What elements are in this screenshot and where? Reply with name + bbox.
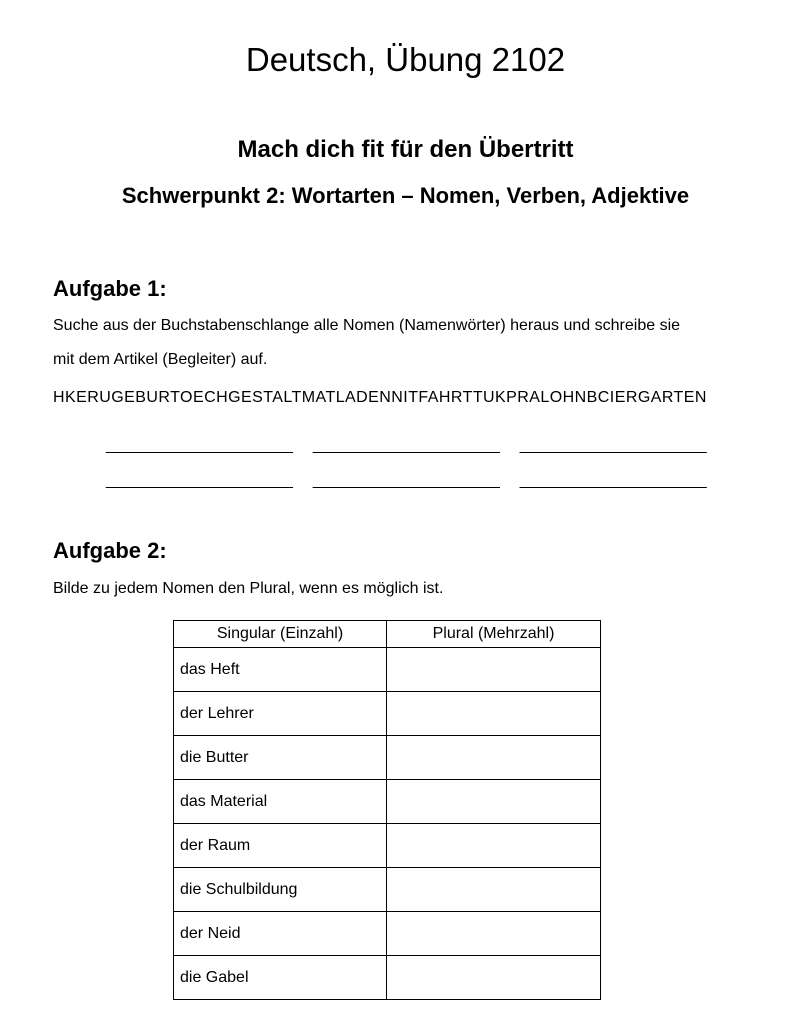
table-header-singular: Singular (Einzahl) (174, 621, 387, 648)
task2-heading: Aufgabe 2: (53, 538, 167, 563)
table-header-plural: Plural (Mehrzahl) (387, 621, 601, 648)
answer-blank: _____________________ (106, 437, 293, 454)
plural-cell-empty (387, 956, 601, 1000)
answer-blank: _____________________ (312, 437, 500, 454)
table-row (174, 912, 601, 956)
singular-cell: das Material (174, 780, 387, 824)
page-title: Deutsch, Übung 2102 (245, 41, 566, 78)
table-row (174, 780, 601, 824)
answer-blank: _____________________ (519, 437, 707, 454)
plural-cell-empty (387, 824, 601, 868)
table-row (174, 824, 601, 868)
singular-cell: die Schulbildung (174, 868, 387, 912)
answer-blank: _____________________ (519, 472, 707, 489)
plural-cell-empty (387, 912, 601, 956)
singular-cell: die Gabel (174, 956, 387, 1000)
task1-instructions (53, 309, 680, 377)
plural-cell-empty (387, 736, 601, 780)
plural-cell-empty (387, 648, 601, 692)
singular-cell: das Heft (174, 648, 387, 692)
singular-cell: der Raum (174, 824, 387, 868)
singular-cell: der Neid (174, 912, 387, 956)
plural-table (173, 620, 601, 1000)
answer-blank: _____________________ (312, 472, 500, 489)
table-row (174, 692, 601, 736)
table-row (174, 736, 601, 780)
table-row (174, 868, 601, 912)
answer-blank-row-2 (106, 473, 707, 489)
page-subtitle-focus: Schwerpunkt 2: Wortarten – Nomen, Verben, Adjektive (121, 183, 690, 208)
table-row (174, 956, 601, 1000)
task1-instruction-line1: Suche aus der Buchstabenschlange alle Nomen (Namenwörter) heraus und schreibe sie (53, 317, 681, 334)
letter-snake: HKERUGEBURTOECHGESTALTMATLADENNITFAHRTTUKPRALOHNBCIERGARTEN (53, 389, 707, 406)
table-header-row (174, 621, 601, 648)
answer-blank: _____________________ (106, 472, 293, 489)
task1-heading: Aufgabe 1: (53, 276, 167, 301)
singular-cell: der Lehrer (174, 692, 387, 736)
answer-blank-row-1 (106, 438, 707, 454)
task1-instruction-line2: mit dem Artikel (Begleiter) auf. (53, 351, 268, 368)
task2-instruction: Bilde zu jedem Nomen den Plural, wenn es möglich ist. (53, 580, 444, 597)
singular-cell: die Butter (174, 736, 387, 780)
plural-cell-empty (387, 868, 601, 912)
page-subtitle: Mach dich fit für den Übertritt (237, 136, 574, 163)
plural-cell-empty (387, 780, 601, 824)
plural-cell-empty (387, 692, 601, 736)
table-row (174, 648, 601, 692)
